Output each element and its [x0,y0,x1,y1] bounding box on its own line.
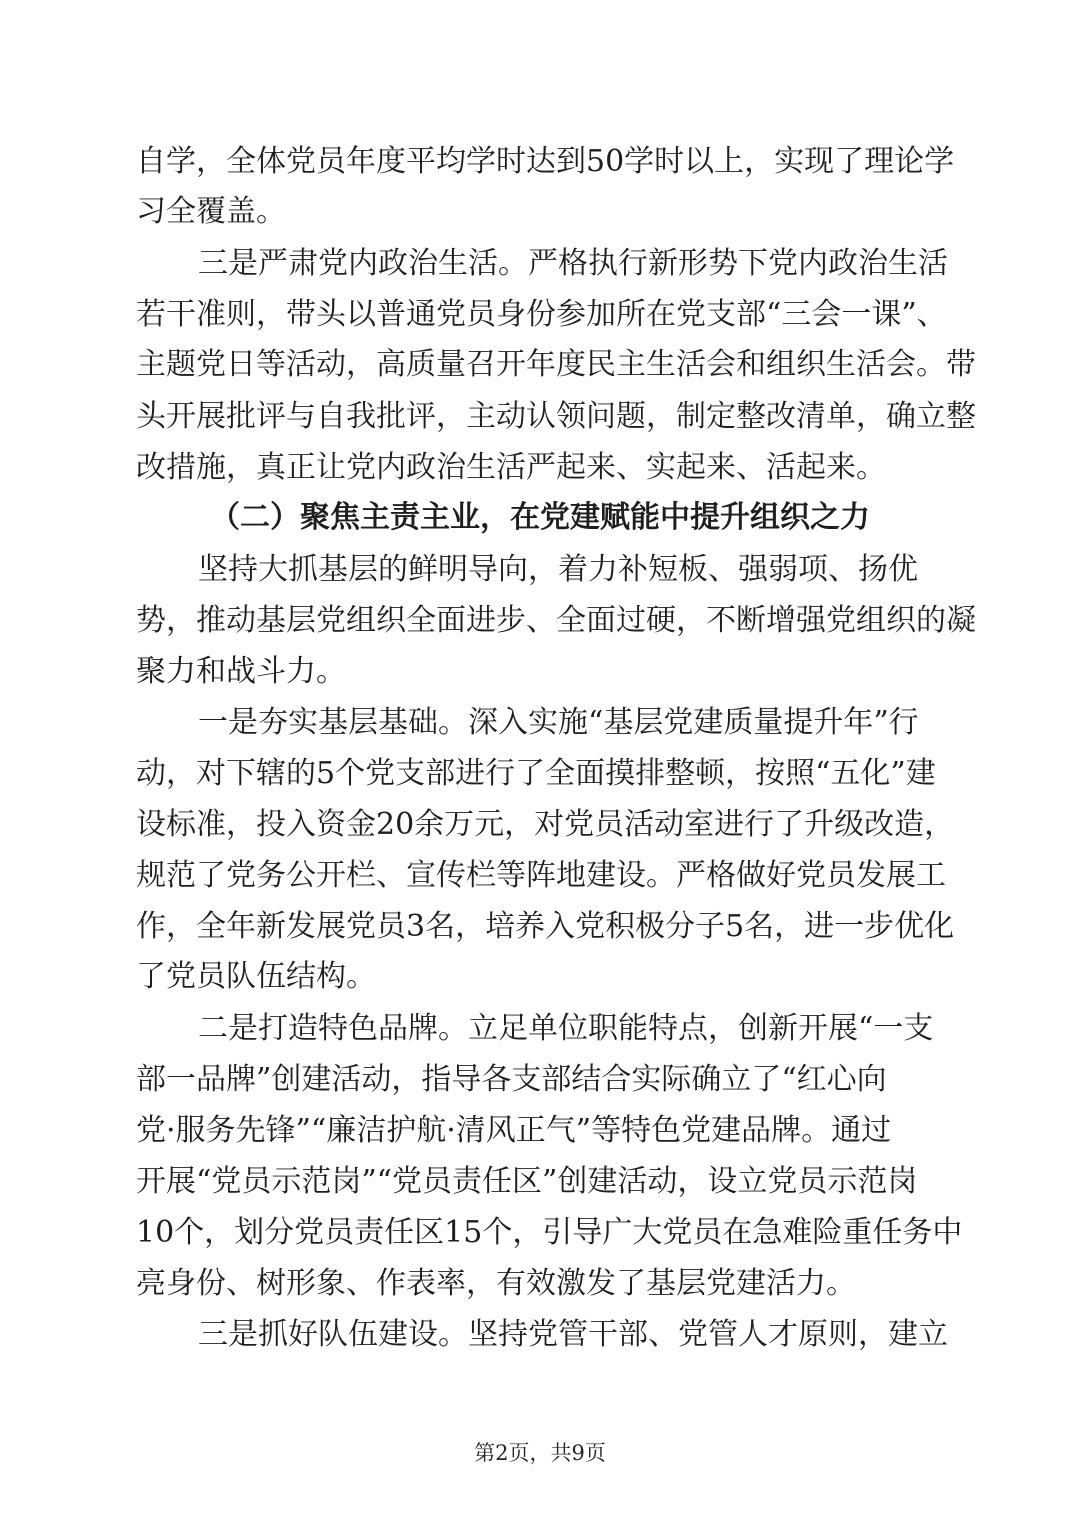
body-text-line: 习全覆盖。 [136,194,286,229]
body-text-line: 动，对下辖的5个党支部进行了全面摸排整顿，按照“五化”建 [136,756,936,791]
body-text-line: 了党员队伍结构。 [136,959,376,994]
body-text-line: 规范了党务公开栏、宣传栏等阵地建设。严格做好党员发展工 [136,858,946,893]
body-text-line: 部一品牌”创建活动，指导各支部结合实际确立了“红心向 [136,1062,887,1097]
body-text-line: 势，推动基层党组织全面进步、全面过硬，不断增强党组织的凝 [136,603,976,638]
body-text-line: 自学，全体党员年度平均学时达到50学时以上，实现了理论学 [136,144,955,179]
body-text-line: 聚力和战斗力。 [136,654,346,689]
paragraph-start-line: 三是抓好队伍建设。坚持党管干部、党管人才原则，建立 [198,1317,948,1352]
paragraph-start-line: 二是打造特色品牌。立足单位职能特点，创新开展“一支 [198,1011,934,1046]
body-text-line: 主题党日等活动，高质量召开年度民主生活会和组织生活会。带 [136,347,976,382]
body-text-line: 党·服务先锋”“廉洁护航·清风正气”等特色党建品牌。通过 [136,1113,892,1148]
body-text-line: 若干准则，带头以普通党员身份参加所在党支部“三会一课”、 [136,297,947,332]
body-text-line: 设标准，投入资金20余万元，对党员活动室进行了升级改造， [136,807,955,842]
body-text-line: 亮身份、树形象、作表率，有效激发了基层党建活力。 [136,1266,856,1301]
body-text-line: 开展“党员示范岗”“党员责任区”创建活动，设立党员示范岗 [136,1164,918,1199]
body-text-line: 头开展批评与自我批评，主动认领问题，制定整改清单，确立整 [136,399,976,434]
paragraph-start-line: 一是夯实基层基础。深入实施“基层党建质量提升年”行 [198,705,919,740]
page-number-footer: 第2页，共9页 [474,1441,606,1465]
paragraph-start-line: 三是严肃党内政治生活。严格执行新形势下党内政治生活 [198,246,948,281]
section-heading: （二）聚焦主责主业，在党建赋能中提升组织之力 [210,500,870,535]
body-text-line: 改措施，真正让党内政治生活严起来、实起来、活起来。 [136,450,886,485]
body-text-line: 10个，划分党员责任区15个，引导广大党员在急难险重任务中 [136,1215,963,1250]
body-text-line: 作，全年新发展党员3名，培养入党积极分子5名，进一步优化 [136,909,955,944]
paragraph-start-line: 坚持大抓基层的鲜明导向，着力补短板、强弱项、扬优 [198,552,918,587]
